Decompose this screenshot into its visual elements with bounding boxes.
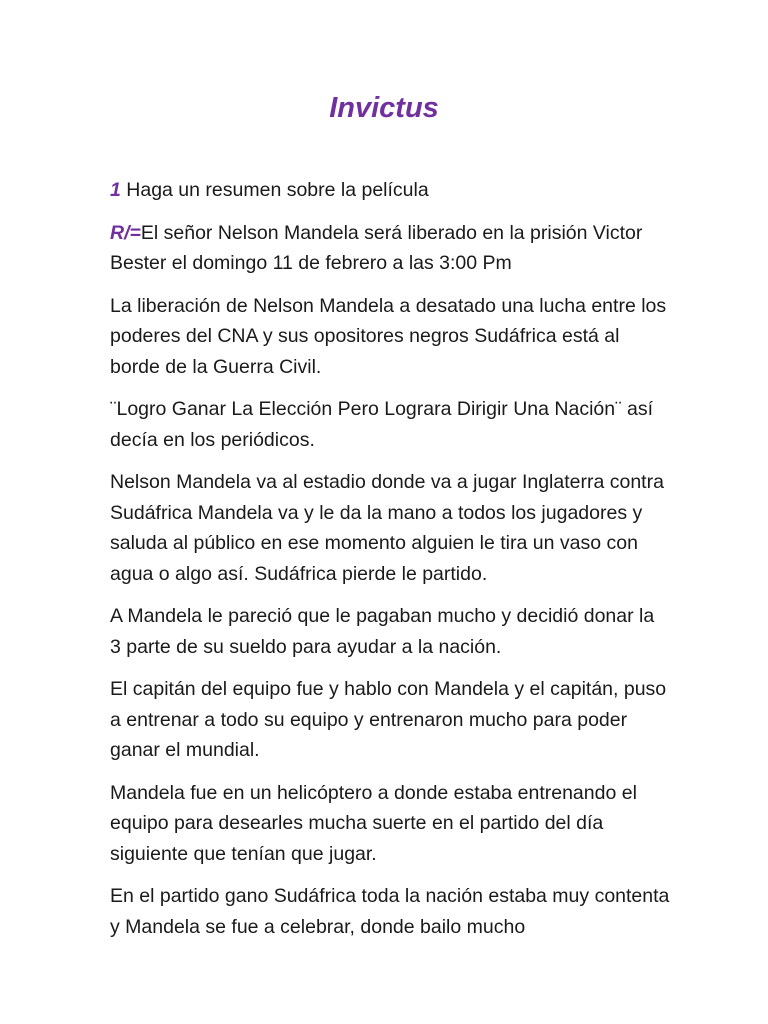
- question-number: 1: [110, 179, 121, 201]
- answer-prefix: R/=: [110, 221, 141, 244]
- paragraph: A Mandela le pareció que le pagaban mucho y decidió donar la 3 parte de su sueldo para ayudar a la nación.: [110, 605, 655, 658]
- answer-paragraph: [110, 218, 670, 279]
- question-text: Haga un resumen sobre la película: [120, 179, 429, 201]
- paragraph: En el partido gano Sudáfrica toda la nación estaba muy contenta y Mandela se fue a celebrar, donde bailo mucho: [110, 885, 670, 938]
- document-body: [110, 175, 670, 954]
- paragraph: Nelson Mandela va al estadio donde va a jugar Inglaterra contra Sudáfrica Mandela va y le da la mano a todos los jugadores y saluda al público en ese momento alguien le tira un vaso con agua o algo así. Sudáfrica pierde le partido.: [110, 471, 664, 585]
- question-line: [110, 175, 670, 206]
- paragraph: ¨Logro Ganar La Elección Pero Lograra Dirigir Una Nación¨ así decía en los periódicos.: [110, 398, 654, 451]
- paragraph: El capitán del equipo fue y hablo con Mandela y el capitán, puso a entrenar a todo su equipo y entrenaron mucho para poder ganar el mundial.: [110, 678, 667, 761]
- paragraph: La liberación de Nelson Mandela a desatado una lucha entre los poderes del CNA y sus opositores negros Sudáfrica está al borde de la Guerra Civil.: [110, 294, 667, 378]
- document-title: Invictus: [329, 92, 439, 124]
- paragraph: Mandela fue en un helicóptero a donde estaba entrenando el equipo para desearles mucha suerte en el partido del día siguiente que tenían que jugar.: [110, 781, 637, 865]
- paragraph-text: El señor Nelson Mandela será liberado en la prisión Victor Bester el domingo 11 de febrero a las 3:00 Pm: [110, 221, 643, 274]
